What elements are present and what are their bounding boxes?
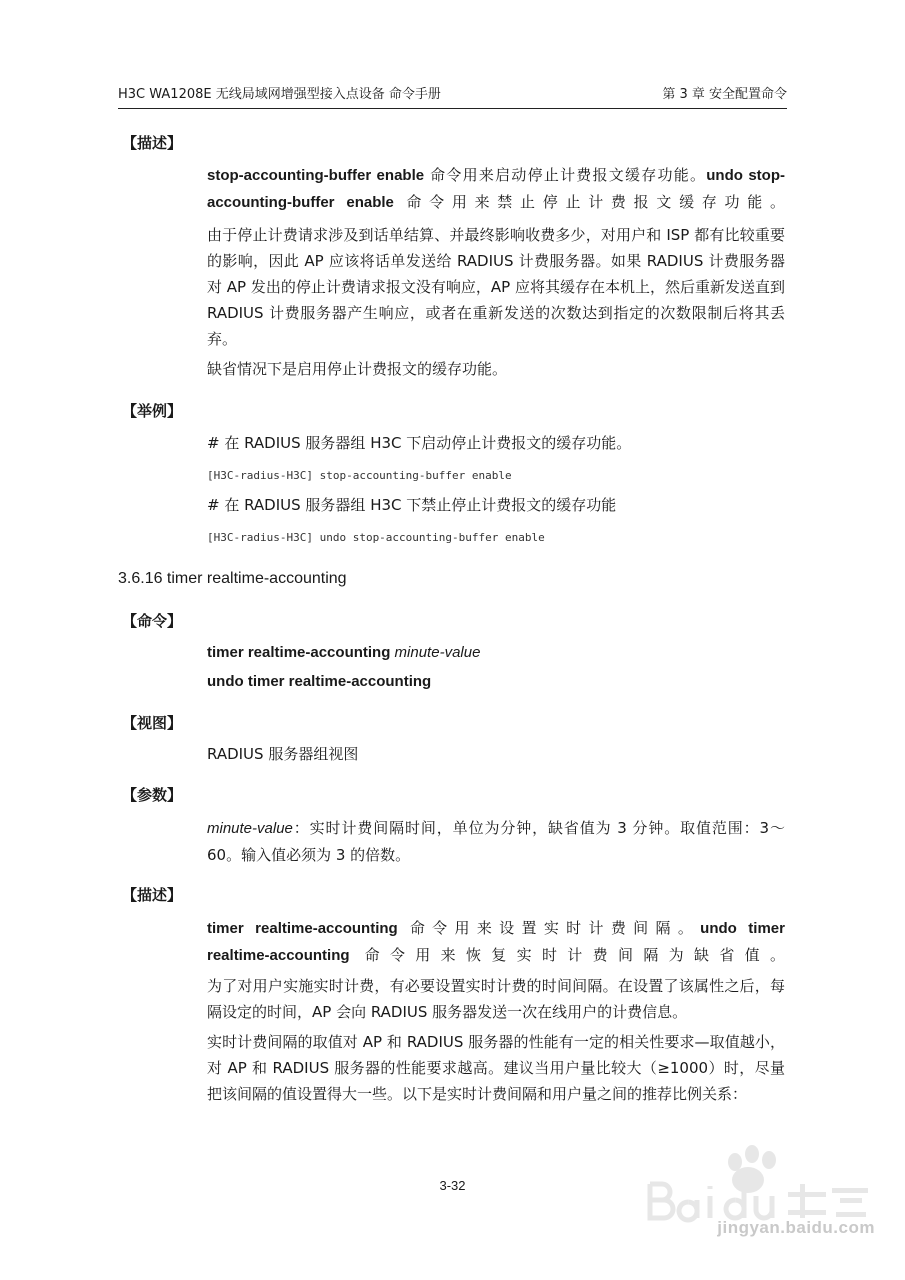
section-title-description: 【描述】: [122, 134, 183, 152]
undo-command-name-cont: realtime-accounting: [207, 947, 350, 964]
desc2-paragraph-1: [207, 915, 785, 969]
example-comment-1: # 在 RADIUS 服务器组 H3C 下启动停止计费报文的缓存功能。: [207, 434, 632, 452]
page-header: [118, 84, 787, 106]
desc-text: 命令用来启动停止计费报文缓存功能。: [424, 166, 707, 184]
desc1-paragraph-1: [207, 162, 785, 216]
page-number: 3-32: [439, 1178, 466, 1193]
desc-text: 命令用来禁止停止计费报文缓存功能。: [393, 193, 785, 211]
example-code-2: [H3C-radius-H3C] undo stop-accounting-buffer enable: [207, 531, 545, 544]
section-heading: 3.6.16 timer realtime-accounting: [118, 570, 347, 587]
desc-text: 命令用来恢复实时计费间隔为缺省值。: [349, 946, 785, 964]
baidu-jingyan-watermark-logo: [640, 1140, 880, 1260]
section-title-parameters: 【参数】: [122, 786, 183, 804]
parameter-text: ：实时计费间隔时间，单位为分钟，缺省值为 3 分钟。取值范围：3～60。输入值必须为 3 的倍数。: [207, 819, 785, 864]
undo-command-name: undo timer: [700, 920, 785, 937]
section-title-view: 【视图】: [122, 714, 183, 732]
command-keyword: timer realtime-accounting: [207, 644, 395, 661]
parameter-description: [207, 815, 785, 868]
parameter-name: minute-value: [207, 820, 293, 837]
header-chapter: 第 3 章 安全配置命令: [662, 87, 787, 102]
section-title-example: 【举例】: [122, 402, 183, 420]
example-code-1: [H3C-radius-H3C] stop-accounting-buffer enable: [207, 469, 512, 482]
section-title-command: 【命令】: [122, 612, 183, 630]
example-comment-2: # 在 RADIUS 服务器组 H3C 下禁止停止计费报文的缓存功能: [207, 496, 617, 514]
desc1-paragraph-3: 缺省情况下是启用停止计费报文的缓存功能。: [207, 360, 508, 378]
desc1-paragraph-2: 由于停止计费请求涉及到话单结算、并最终影响收费多少，对用户和 ISP 都有比较重要的影响，因此 AP 应该将话单发送给 RADIUS 计费服务器。如果 RADIUS 计费服务器对 AP 发出的停止计费请求报文没有响应，AP 应将其缓存在本机上，然后重新发送直到 RADIUS 计费服务器产生响应，或者在重新发送的次数达到指定的次数限制后将其丢弃。: [207, 226, 785, 348]
watermark-url: jingyan.baidu.com: [717, 1218, 875, 1237]
command-name: stop-accounting-buffer enable: [207, 167, 425, 184]
desc2-paragraph-2: 为了对用户实施实时计费，有必要设置实时计费的时间间隔。在设置了该属性之后，每隔设定的时间，AP 会向 RADIUS 服务器发送一次在线用户的计费信息。: [207, 977, 785, 1021]
undo-command-keyword: undo timer realtime-accounting: [207, 673, 432, 690]
view-text: RADIUS 服务器组视图: [207, 745, 359, 763]
header-rule: [118, 108, 787, 109]
desc-text: 命令用来设置实时计费间隔。: [397, 919, 701, 937]
command-syntax-2: [207, 669, 431, 695]
header-title: H3C WA1208E 无线局域网增强型接入点设备 命令手册: [118, 87, 441, 102]
section-title-description-2: 【描述】: [122, 886, 183, 904]
command-syntax-1: [207, 640, 480, 666]
command-argument: minute-value: [394, 644, 481, 661]
command-name: timer realtime-accounting: [207, 920, 398, 937]
desc2-paragraph-3: 实时计费间隔的取值对 AP 和 RADIUS 服务器的性能有一定的相关性要求—取值越小，对 AP 和 RADIUS 服务器的性能要求越高。建议当用户量比较大（≥1000）时，尽量把该间隔的值设置得大一些。以下是实时计费间隔和用户量之间的推荐比例关系：: [207, 1033, 785, 1103]
undo-command-name: undo stop-accounting-buffer enable: [207, 167, 785, 211]
